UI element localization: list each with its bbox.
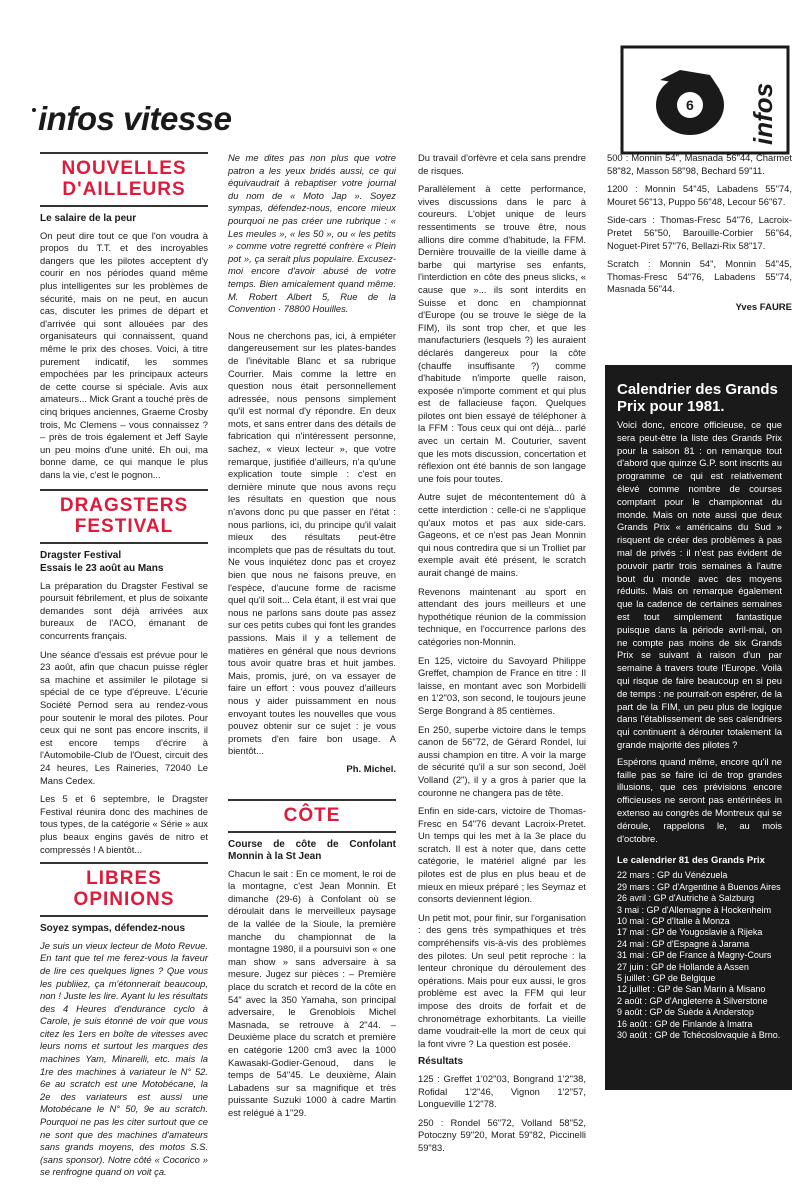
results-scratch: Scratch : Monnin 54", Monnin 54"45, Thomas-Fresc 54"76, Labadens 55"74, Masnada 56"44. — [607, 258, 792, 295]
cote-p2: Parallèlement à cette performance, vives discussions dans le parc à coureurs. L'objet unique de leurs ressentiments se trouve être, nous allions dire comme d'habitude, la FFM. Dernière trouvaille de la vieille dame à barbe qui martyrise ses enfants, l'interdiction en côte des pneus slicks, « cause que »... ils sont interdits en Suisse et donc en championnat d'Europe (ou se trouve le siège de la FIM), ils sont trop cher, et que les manufacturiers (lesquels ?) les auraient déclarés dangereux pour la côte (chauffe insuffisante ?) comme d'habitude n'importe quelle raison, exposée n'importe comment et qui plus est de fallacieuse façon. Quelques pilotes ont bien essayé de téléphoner à la FFM : Tous ceux qui ont déjà... parlé avec un certain M. Couturier, savent que les mots discussion, concertation et réflexion ont été bannis de son langage une fois pour toutes. — [418, 183, 586, 484]
calendar-item: 27 juin : GP de Hollande à Assen — [617, 961, 749, 972]
cote-subheading: Course de côte de Confolant Monnin à la St Jean — [228, 838, 396, 863]
results-250: 250 : Rondel 56"72, Volland 58"52, Potoczny 59"20, Morat 59"82, Piccinelli 59"83. — [418, 1116, 586, 1153]
cote-p7: Enfin en side-cars, victoire de Thomas-Fresc en 54"76 devant Lacroix-Pretet. Un temps qui les met à la 3e place du scratch. Il est à noter que, dans cette catégorie, le matériel aligné par les pilotes est de plus en plus beau et de mieux en mieux préparé ; les Seymaz et consorts deviennent légion. — [418, 805, 586, 905]
column-2 — [228, 152, 396, 1126]
calendar-item: 10 mai : GP d'Italie à Monza — [617, 915, 730, 926]
dragsters-p3: Les 5 et 6 septembre, le Dragster Festival réunira donc des machines de tous types, de la catégorie « Série » aux plus beaux engins gavés de nitro et compressés ! A bientôt... — [40, 793, 208, 855]
letter-end: Ne me dites pas non plus que votre patron a les yeux bridés aussi, ce qui équivaudrait à rebaptiser votre journal du nom de « Moto Jap ». Soyez sympas, défendez-nous, encore mieux pourquoi ne pas créer une rubrique : « Les meules », « les 50 », ou « les petits » comme votre regretté confrère « Plein pot », ça serait plus populaire. Excusez-moi encore d'avoir abusé de votre temps. Bien amicalement quand même. M. Robert Albert 5, Rue de la Convention · 78800 Houilles. — [228, 152, 396, 315]
results-title: Résultats — [418, 1056, 464, 1068]
calendar-item: 2 août : GP d'Angleterre à Silverstone — [617, 995, 768, 1006]
cote-heading-box — [228, 799, 396, 833]
libres-text: Je suis un vieux lecteur de Moto Revue. En tant que tel me ferez-vous la faveur de lire ces quelques lignes ? Que vous les publiiez, ça m'étonnerait beaucoup, non ! Juste les lire. Ayant lu les résultats des 4 Heures d'endurance cyclo à Carole, je suis étonné de voir que vous citez les 1ers en boîte de vitesses avec leurs noms et surtout les marques des machines Yam, Minarelli, etc. mais la 1re des machines à variateur le N° 52. 6e au scratch est une Motobécane, la 2e des variateurs est aussi une Motobécane le N° 50, 9e au scratch. Pourquoi ne pas les citer surtout que ce ne sont que des machines d'amateurs sans grands moyens, des motos S.S. (sans sponsor). Notre côté « Cocorico » se renfrogne quand on voit ça. — [40, 939, 208, 1178]
results-1200: 1200 : Monnin 54"45, Labadens 55"74, Mouret 56"13, Puppo 56"48, Lecour 56"67. — [607, 183, 792, 207]
dragsters-subheading-1: Dragster Festival — [40, 550, 122, 562]
calendar-item: 9 août : GP de Suède à Anderstop — [617, 1007, 754, 1018]
column-4 — [607, 152, 792, 315]
results-125: 125 : Greffet 1'02"03, Bongrand 1'2"38, Rofidal 1'2"46, Vignon 1'2"57, Longueville 1'2"78. — [418, 1072, 586, 1110]
libres-subheading: Soyez sympas, défendez-nous — [40, 923, 186, 935]
calendar-list-title: Le calendrier 81 des Grands Prix — [617, 855, 765, 867]
calendar-item: 30 août : GP de Tchécoslovaquie à Brno. — [617, 1029, 781, 1040]
page-number: 39 — [771, 1074, 786, 1089]
calendar-p2: Espérons quand même, encore qu'il ne faille pas se faire ici de trop grandes illusions, que ces prévisions encore officieuses ne seront pas entérinées in extenso au congrès de Montreux qui se déroule, rappelons le, au mois d'octobre. — [617, 755, 782, 844]
nouvelles-text: On peut dire tout ce que l'on voudra à propos du T.T. et des incroyables dangers que les pilotes acceptent d'y courir en nos périodes quand même plus intelligentes sur les problèmes de sécurité, mais on ne peut, en aucun cas, discuter les primes de départ et d'arrivée qui sont allouées par des organisateurs qui connaissent, quand même le prix des choses. Voici, à titre purement indicatif, les sommes empochées par les principaux acteurs de cette course si spéciale. Avis aux amateurs... Mick Grant a touché près de cinq briques anciennes, Graeme Crosby trois, Mc Clemens – vous connaissez ? – près de trois également et Jeff Sayle un peu moins d'une unité. Eh oui, ma bonne dame, ce qui manque le plus dans la vie, c'est le pognon... — [40, 229, 208, 480]
calendar-item: 16 août : GP de Finlande à Imatra — [617, 1018, 753, 1029]
libres-heading-box — [40, 862, 208, 917]
calendar-item: 17 mai : GP de Yougoslavie à Rijeka — [617, 927, 763, 938]
column-1 — [40, 152, 208, 1185]
libres-heading: LIBRES OPINIONS — [73, 868, 175, 911]
calendar-item: 22 mars : GP du Vénézuela — [617, 870, 728, 881]
calendar-item: 12 juillet : GP de San Marin à Misano — [617, 984, 766, 995]
editor-reply: Nous ne cherchons pas, ici, à empiéter dangereusement sur les plates-bandes de l'inévitable Blanc et sa rubrique Courrier. Mais comme la lettre en question nous était personnellement adressée, nous pensons simplement qu'il est normal d'y répondre. En deux mots, et sans entrer dans des détails de fabrication qui n'intéressent personne, sachez, « vieux lecteur », que votre remarque, justifiée d'ailleurs, n'a qu'une explication toute simple : c'est en dernière minute que nous avons reçu les résultats en question que nous n'avons donc pu que passer en l'état : nous parlions, ici, du principe qu'il valait mieux des résultats peut-être incomplets que pas de résultats du tout. Ne vous inquiétez donc pas et croyez bien que nous ne faisons preuve, en l'espèce, d'aucune forme de racisme quel qu'il soit... Cela étant, il est vrai que nous ne parlons sans doute pas assez sur ces petits cubes qui font les grandes passions. Mais il y a tellement de matières en général que nous devrions tous avoir quatre bras et huit jambes. Mais, promis, juré, on va essayer de faire un effort : vous pouvez d'ailleurs nous y aider puissamment en nous envoyant toutes les nouvelles que vous pouvez obtenir sur ce sujet : je vous promets d'en faire bon usage. A bientôt... — [228, 329, 396, 757]
logo-text: infos — [748, 82, 778, 145]
calendar-p1: Voici donc, encore officieuse, ce que sera peut-être la liste des Grands Prix pour la saison 81 : on remarque tout d'abord que quinze G.P. sont inscrits au programme ce qui est relativement élevé comme nombre de courses comptant pour le championnat du monde. Mais on note aussi que deux Grands Prix « américains du Sud » risquent de créer des problèmes à pas mal de privés : il n'est pas évident de pouvoir partir trois semaines à l'autre bout du monde avec des moyens réduits. Mais on remarque également que la cadence de certaines semaines est tout simplement fantastique puisque dans la période avril-mai, on ne compte pas moins de six Grands Prix se suivant à raison d'un par semaine à travers toute l'Europe. Voilà qui risque de faire beaucoup en si peu de temps : ne pourrait-on espérer, de la part de la FIM, un peu plus de logique dans l'établissement de ses calendriers qui continuent à dérouter totalement la grande majorité des pilotes ? — [617, 419, 782, 750]
cote-p6: En 250, superbe victoire dans le temps canon de 56"72, de Gérard Rondel, lui aussi champion en titre. A voir la marge de sécurité qu'il a sur son second, Joël Volland (2"), il y a gros à parier que la couronne ne changera pas de tête. — [418, 723, 586, 798]
calendar-item: 31 mai : GP de France à Magny-Cours — [617, 950, 772, 961]
editor-signature: Ph. Michel. — [346, 763, 396, 775]
title-bullet — [32, 108, 36, 112]
infos-logo — [620, 45, 790, 155]
nouvelles-heading: NOUVELLES D'AILLEURS — [61, 158, 187, 200]
nouvelles-subheading: Le salaire de la peur — [40, 213, 137, 224]
cote-p8: Un petit mot, pour finir, sur l'organisation : des gens très sympathiques et très compréhensifs vis-à-vis des problèmes des pilotes. Un seul petit reproche : la lenteur chronique du déroulement des opérations. Mais pour eux aussi, le gros problème est avec la FFM qui leur impose des droits de forfait et de chronométrage exhorbitants. La vieille dame voudrait-elle la mort de ceux qui la font vivre ? La question est posée. — [418, 911, 586, 1049]
results-500: 500 : Monnin 54", Masnada 56"44, Charmet 58"82, Masson 58"98, Bechard 59"11. — [607, 152, 792, 176]
calendar-item: 29 mars : GP d'Argentine à Buenos Aires — [617, 881, 781, 892]
svg-text:6: 6 — [686, 97, 694, 113]
cote-p3: Autre sujet de mécontentement dû à cette interdiction : celle-ci ne s'applique qu'aux motos et pas aux side-cars. Gageons, et ce n'est pas Jean Monnin qui nous contredira que si un Trolliet par exemple avait été présent, le scratch aurait changé de mains. — [418, 491, 586, 578]
dragsters-p1: La préparation du Dragster Festival se poursuit fébrilement, et plus de soixante demandes sont déjà arrivées aux bureaux de l'ACO, émanant de concurrents français. — [40, 579, 208, 642]
calendar-item: 5 juillet : GP de Belgique — [617, 972, 716, 983]
cote-p4: Revenons maintenant au sport en attendant des jours meilleurs et une hypothétique réunion de la commission technique, en l'occurrence parlons des catégories non-Monnin. — [418, 585, 586, 647]
dragsters-subheading-2: Essais le 23 août au Mans — [40, 563, 164, 575]
cote-heading: CÔTE — [283, 804, 341, 826]
cote-p5: En 125, victoire du Savoyard Philippe Greffet, champion de France en titre : Il laisse, en montant avec son Morbidelli en 1'2"03, son second, le toujours jeune Serge Bongrand à 85 centièmes. — [418, 654, 586, 716]
dragsters-heading-box — [40, 489, 208, 544]
nouvelles-heading-box — [40, 152, 208, 207]
cote-p1: Du travail d'orfèvre et cela sans prendre de risques. — [418, 152, 586, 176]
column-3 — [418, 152, 586, 1161]
calendar-list — [605, 870, 792, 1041]
calendar-item: 24 mai : GP d'Espagne à Jarama — [617, 938, 750, 949]
calendar-title: Calendrier des Grands Prix pour 1981. — [617, 381, 778, 415]
calendar-item: 3 mai : GP d'Allemagne à Hockenheim — [617, 904, 772, 915]
dragsters-p2: Une séance d'essais est prévue pour le 23 août, afin que chacun puisse régler sa machine et assimiler le pilotage si spécial de ce type d'épreuve. L'écurie Société Pernod sera au rendez-vous pour soutenir le moral des pilotes. Pour ceux qui ne sont pas encore inscrits, il est encore temps d'écrire à l'Automobile-Club de l'Ouest, circuit des 24 heures, Les Raineries, 72040 Le Mans Cedex. — [40, 648, 208, 786]
page-title: infos vitesse — [38, 100, 232, 137]
cote-text: Chacun le sait : En ce moment, le roi de la montagne, c'est Jean Monnin. Et dimanche (29-6) à Confolant où se déroulait dans le merveilleux paysage de la vallée de la Sioule, la première manche du championnat de la montagne 1980, il a poursuivi son « one man show » sans adversaire à sa mesure. Jugez sur pièces : – Première place du scratch et record de la côte en 54" avec la 350 Yamaha, son principal adversaire, le Grenoblois Michel Masnada, se retrouve à 2"44. – Deuxième place du scratch et première en catégorie 1200 cm3 avec la 1000 Kawasaki-Godier-Genoud, dans le temps de 54"45. Le deuxième, Alain Labadens sur sa magnifique et très puissante Suzuki 1000 à cadre Martin est relégué à 1"29. — [228, 867, 396, 1118]
calendar-item: 26 avril : GP d'Autriche à Salzburg — [617, 893, 755, 904]
dragsters-heading: DRAGSTERS FESTIVAL — [59, 495, 189, 538]
results-sidecars: Side-cars : Thomas-Fresc 54"76, Lacroix-Pretet 56"50, Barouille-Corbier 56"64, Noguet-Piret 57"76, Bellazi-Rix 58"17. — [607, 214, 792, 251]
author-signature: Yves FAURE — [735, 301, 792, 313]
calendar-box — [605, 365, 792, 1090]
